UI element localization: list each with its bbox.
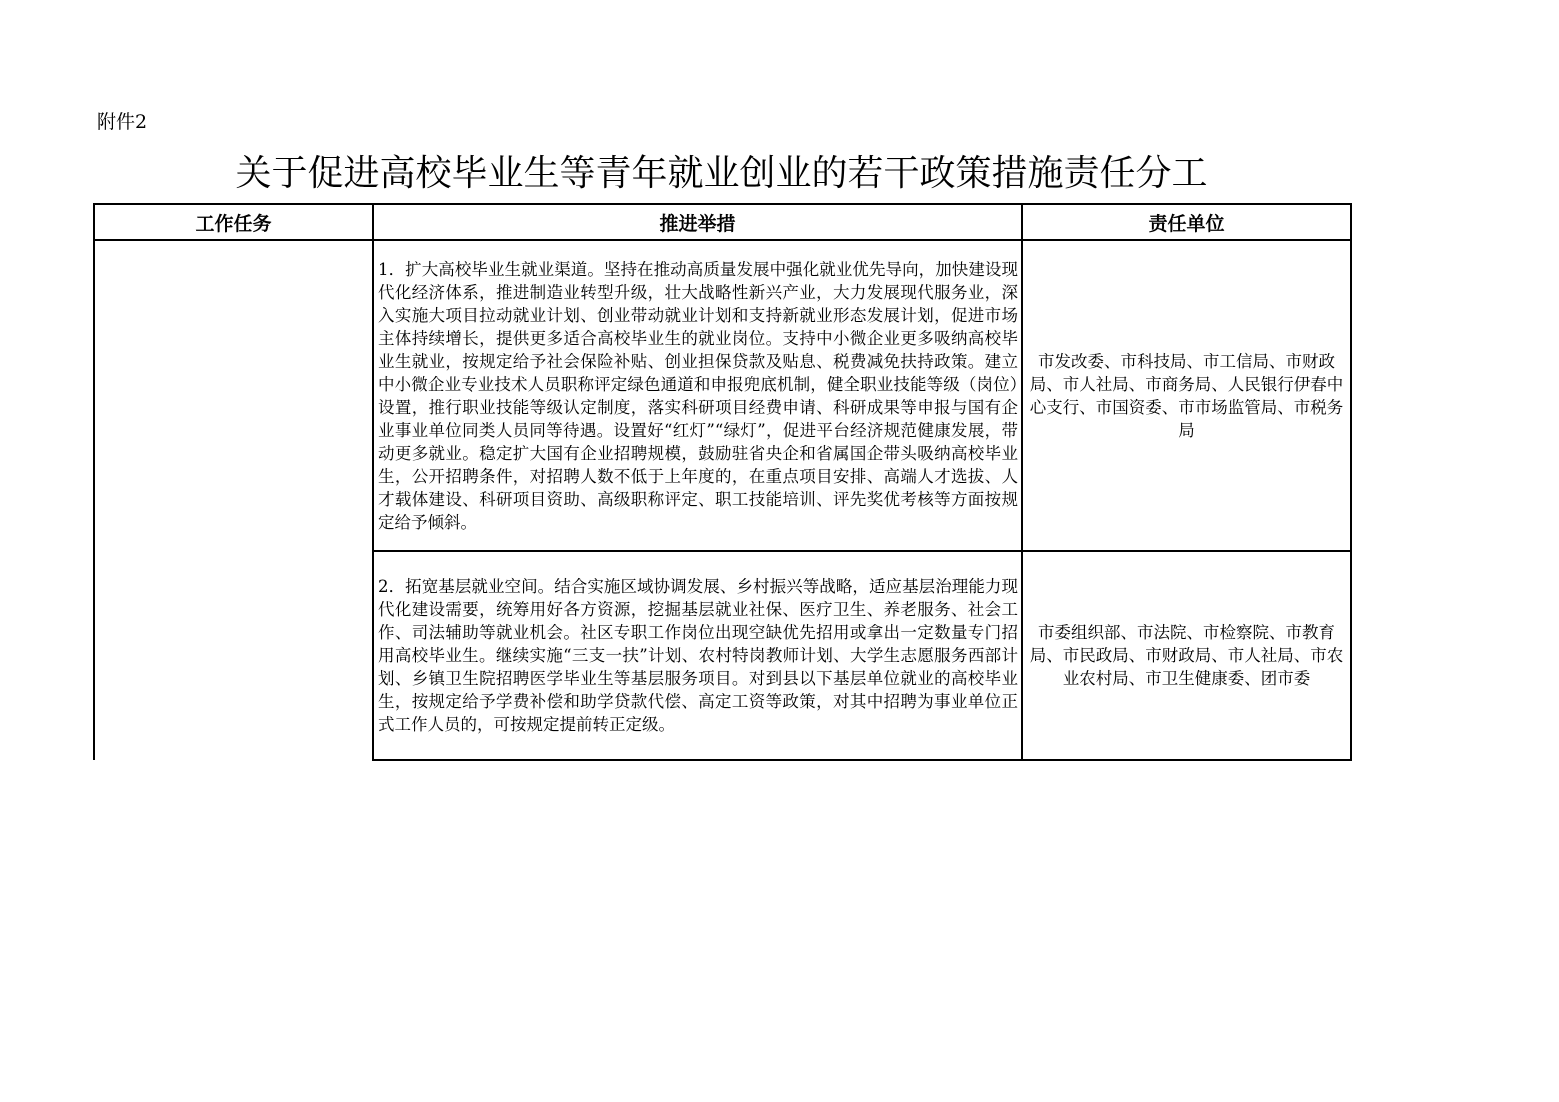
unit-cell — [1022, 551, 1351, 760]
unit-text: 市发改委、市科技局、市工信局、市财政局、市人社局、市商务局、人民银行伊春中心支行、市国资委、市市场监管局、市税务局 — [1029, 351, 1344, 440]
measure-cell — [373, 551, 1022, 760]
annex-label: 附件2 — [97, 111, 148, 133]
task-cell — [94, 240, 373, 760]
unit-text: 市委组织部、市法院、市检察院、市教育局、市民政局、市财政局、市人社局、市农业农村局、市卫生健康委、团市委 — [1029, 623, 1344, 688]
measure-text: 1．扩大高校毕业生就业渠道。坚持在推动高质量发展中强化就业优先导向，加快建设现代化经济体系，推进制造业转型升级，壮大战略性新兴产业，大力发展现代服务业，深入实施大项目拉动就业计划、创业带动就业计划和支持新就业形态发展计划，促进市场主体持续增长，提供更多适合高校毕业生的就业岗位。支持中小微企业更多吸纳高校毕业生就业，按规定给予社会保险补贴、创业担保贷款及贴息、税费减免扶持政策。建立中小微企业专业技术人员职称评定绿色通道和申报兜底机制，健全职业技能等级（岗位）设置，推行职业技能等级认定制度，落实科研项目经费申请、科研成果等申报与国有企业事业单位同类人员同等待遇。设置好“红灯”“绿灯”，促进平台经济规范健康发展，带动更多就业。稳定扩大国有企业招聘规模，鼓励驻省央企和省属国企带头吸纳高校毕业生，公开招聘条件，对招聘人数不低于上年度的，在重点项目安排、高端人才选拔、人才载体建设、科研项目资助、高级职称评定、职工技能培训、评先奖优考核等方面按规定给予倾斜。 — [378, 259, 1018, 532]
table-row — [94, 240, 1351, 551]
header-measure: 推进举措 — [373, 204, 1022, 240]
document-title: 关于促进高校毕业生等青年就业创业的若干政策措施责任分工 — [235, 153, 1208, 194]
header-unit: 责任单位 — [1022, 204, 1351, 240]
measure-text: 2．拓宽基层就业空间。结合实施区域协调发展、乡村振兴等战略，适应基层治理能力现代化建设需要，统筹用好各方资源，挖掘基层就业社保、医疗卫生、养老服务、社会工作、司法辅助等就业机会。社区专职工作岗位出现空缺优先招用或拿出一定数量专门招用高校毕业生。继续实施“三支一扶”计划、农村特岗教师计划、大学生志愿服务西部计划、乡镇卫生院招聘医学毕业生等基层服务项目。对到县以下基层单位就业的高校毕业生，按规定给予学费补偿和助学贷款代偿、高定工资等政策，对其中招聘为事业单位正式工作人员的，可按规定提前转正定级。 — [378, 577, 1018, 734]
header-task: 工作任务 — [94, 204, 373, 240]
table-header-row — [94, 204, 1351, 240]
responsibility-table — [93, 203, 1352, 761]
measure-cell — [373, 240, 1022, 551]
unit-cell — [1022, 240, 1351, 551]
